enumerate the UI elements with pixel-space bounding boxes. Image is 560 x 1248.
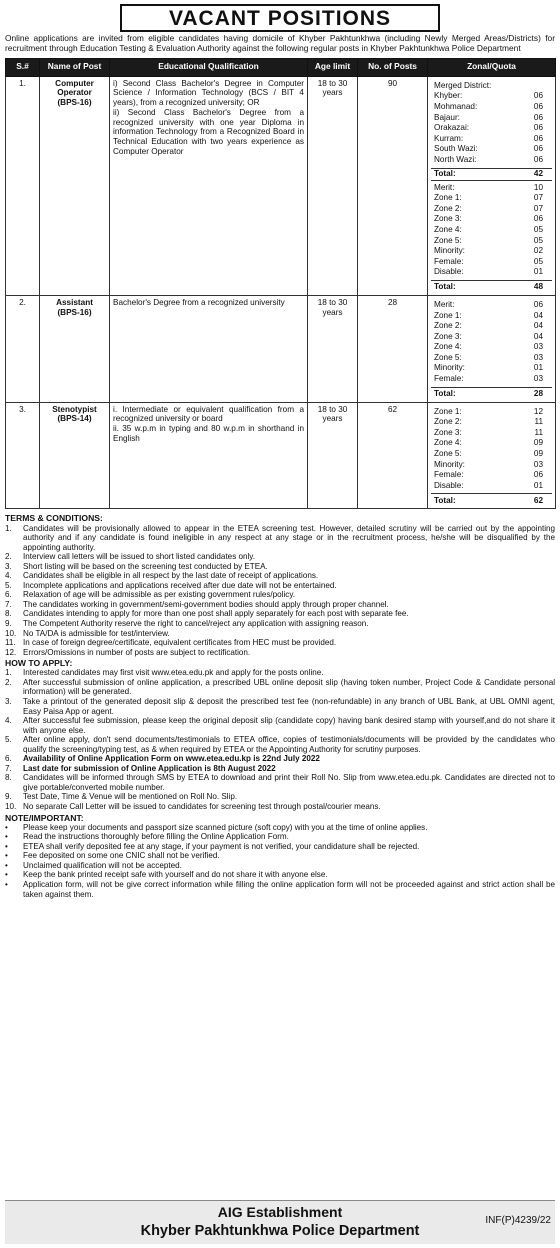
row-age: 18 to 30 years — [308, 295, 358, 402]
quota-heading: Merged District: — [434, 80, 492, 90]
header-qualification: Educational Qualification — [110, 58, 308, 76]
list-item: 7. Last date for submission of Online Application is 8th August 2022 — [5, 763, 276, 773]
quota-item: Female: 05 — [434, 256, 543, 266]
bullet-icon: • — [5, 841, 8, 851]
quota-item: Zone 5: 03 — [434, 352, 543, 362]
row-post — [40, 402, 110, 509]
row-posts: 62 — [358, 402, 428, 509]
quota-total: Total: 62 — [431, 493, 552, 506]
footer-authority: AIG Establishment — [217, 1204, 343, 1220]
quota-item: Zone 4: 09 — [434, 438, 543, 448]
list-item: 3. Short listing will be based on the screening test conducted by ETEA. — [5, 561, 268, 571]
quota-item: Kurram: 06 — [434, 133, 543, 143]
footer-department: Khyber Pakhtunkhwa Police Department — [140, 1223, 420, 1239]
post-bps: (BPS-16) — [57, 307, 92, 317]
quota-item: Merit: 10 — [434, 182, 543, 192]
post-bps: (BPS-14) — [57, 414, 92, 424]
quota-item: Minority: 02 — [434, 246, 543, 256]
header-quota: Zonal/Quota — [428, 58, 556, 76]
quota-item: Khyber: 06 — [434, 91, 543, 101]
table-row — [6, 76, 556, 295]
quota-total: Total: 42 — [431, 168, 552, 181]
row-post — [40, 295, 110, 402]
list-item: 11. In case of foreign degree/certificate, equivalent certificates from HEC must be provided. — [5, 638, 337, 648]
header-age: Age limit — [308, 58, 358, 76]
post-bps: (BPS-16) — [57, 98, 92, 108]
qualification-line: i. Intermediate or equivalent qualification from a recognized university or board — [113, 404, 304, 424]
list-item: 5. After online apply, don't send documents/testimonials to ETEA office, copies of testimonials/documents will be provided by the candidates who qualify the screening/typing test, as & when required by ETEA or the Appointing Authority for scrutiny purposes. — [5, 735, 555, 754]
footer-reference: INF(P)4239/22 — [485, 1215, 551, 1226]
list-item: 12. Errors/Omissions in number of posts are subject to rectification. — [5, 647, 251, 657]
header-posts: No. of Posts — [358, 58, 428, 76]
list-item: • Fee deposited on some one CNIC shall not be verified. — [5, 851, 220, 861]
notes-list — [5, 823, 555, 899]
bullet-icon: • — [5, 870, 8, 880]
list-item: 8. Candidates will be informed through SMS by ETEA to download and print their Roll No. Slip from www.etea.edu.pk. Candidates are directed not to give portable/converted mobile number. — [5, 773, 555, 792]
list-item: • ETEA shall verify deposited fee at any stage, if your payment is not verified, your candidature shall be rejected. — [5, 841, 420, 851]
list-item: 9. The Competent Authority reserve the right to cancel/reject any application with assigning reason. — [5, 619, 369, 629]
list-item: 6. Relaxation of age will be admissible as per existing government rules/policy. — [5, 590, 296, 600]
quota-item: Zone 1: 07 — [434, 193, 543, 203]
quota-item: Zone 2: 04 — [434, 321, 543, 331]
quota-item: Female: 03 — [434, 374, 543, 384]
list-item: 6. Availability of Online Application Form on www.etea.edu.kp is 22nd July 2022 — [5, 754, 320, 764]
row-sno: 3. — [6, 402, 40, 509]
terms-heading: TERMS & CONDITIONS: — [5, 513, 103, 524]
row-qualification — [110, 76, 308, 295]
post-title: Stenotypist — [52, 404, 97, 414]
quota-item: Zone 3: 06 — [434, 214, 543, 224]
howto-heading: HOW TO APPLY: — [5, 658, 73, 669]
quota-item: Minority: 01 — [434, 363, 543, 373]
quota-total: Total: 28 — [431, 387, 552, 400]
post-title: Computer Operator — [55, 78, 94, 98]
quota-item: Zone 4: 05 — [434, 224, 543, 234]
list-item: 1. Candidates will be provisionally allowed to appear in the ETEA screening test. However, detailed scrutiny will be carried out by the appointing authority and if any candidate is found ineligible in any respect at any stage or in the recruitment process, he/she will be disqualified by the appointing authority. — [5, 523, 555, 552]
row-posts: 28 — [358, 295, 428, 402]
quota-item: Zone 1: 04 — [434, 310, 543, 320]
list-item: • Please keep your documents and passport size scanned picture (soft copy) with you at the time of online applies. — [5, 822, 428, 832]
qualification-line: ii. 35 w.p.m in typing and 80 w.p.m in shorthand in English — [113, 424, 304, 443]
header-post: Name of Post — [40, 58, 110, 76]
list-item: 10. No TA/DA is admissible for test/interview. — [5, 628, 170, 638]
bullet-icon: • — [5, 822, 8, 832]
post-title: Assistant — [56, 297, 93, 307]
quota-item: Minority: 03 — [434, 459, 543, 469]
row-quota — [428, 76, 556, 295]
row-age: 18 to 30 years — [308, 76, 358, 295]
bullet-icon: • — [5, 851, 8, 861]
quota-item: Merit: 06 — [434, 299, 543, 309]
list-item: 4. After successful fee submission, please keep the original deposit slip (candidate copy) having bank desired stamp with yourself,and do not share it with anyone else. — [5, 716, 555, 735]
list-item: • Application form, will not be give correct information while filling the online application form will not be proceeded against and strict action shall be taken against them. — [5, 879, 555, 899]
positions-table — [5, 58, 556, 510]
bullet-icon: • — [5, 832, 8, 842]
qualification-line: i) Second Class Bachelor's Degree in Computer Science / Information Technology (BCS / BIT 4 years), from a recognized university; OR — [113, 78, 304, 108]
qualification-line: ii) Second Class Bachelor's Degree from a recognized university with one year Diploma in information Technology from a Recognized Board in Technical Education with two years experience as Computer Operator — [113, 107, 304, 156]
table-header-row — [6, 58, 556, 76]
page-title: VACANT POSITIONS — [120, 4, 440, 32]
row-post — [40, 76, 110, 295]
header-sno: S.# — [6, 58, 40, 76]
table-row — [6, 402, 556, 509]
quota-item: Zone 4: 03 — [434, 342, 543, 352]
row-posts: 90 — [358, 76, 428, 295]
list-item: • Keep the bank printed receipt safe with yourself and do not share it with anyone else. — [5, 870, 328, 880]
list-item: 1. Interested candidates may first visit www.etea.edu.pk and apply for the posts online. — [5, 668, 324, 678]
row-age: 18 to 30 years — [308, 402, 358, 509]
table-row — [6, 295, 556, 402]
quota-item: Disable: 01 — [434, 480, 543, 490]
row-qualification — [110, 295, 308, 402]
list-item: 8. Candidates intending to apply for more than one post shall apply separately for each post with separate fee. — [5, 609, 409, 619]
quota-item: Mohmanad: 06 — [434, 102, 543, 111]
quota-item: Female: 06 — [434, 470, 543, 480]
bullet-icon: • — [5, 879, 8, 889]
row-sno: 2. — [6, 295, 40, 402]
row-quota — [428, 295, 556, 402]
quota-item: South Wazi: 06 — [434, 144, 543, 154]
quota-item: North Wazi: 06 — [434, 154, 543, 164]
list-item: • Unclaimed qualification will not be accepted. — [5, 860, 182, 870]
quota-item: Zone 3: 04 — [434, 331, 543, 341]
quota-total: Total: 48 — [431, 280, 552, 293]
quota-item: Orakazai: 06 — [434, 123, 543, 133]
row-sno: 1. — [6, 76, 40, 295]
quota-item: Zone 2: 11 — [434, 417, 543, 427]
row-quota — [428, 402, 556, 509]
list-item: 2. After successful submission of online application, a prescribed UBL online deposit slip (having token number, Project Code & Candidate personal information) will be generated. — [5, 677, 555, 697]
bullet-icon: • — [5, 860, 8, 870]
quota-item: Zone 2: 07 — [434, 203, 543, 213]
quota-item: Zone 1: 12 — [434, 406, 543, 416]
list-item: 4. Candidates shall be eligible in all respect by the last date of receipt of applications. — [5, 571, 319, 581]
list-item: 10. No separate Call Letter will be issued to candidates for screening test through postal/courier means. — [5, 802, 381, 811]
notes-heading: NOTE/IMPORTANT: — [5, 812, 84, 823]
quota-item: Zone 3: 11 — [434, 427, 543, 437]
qualification-line: Bachelor's Degree from a recognized university — [113, 297, 285, 307]
howto-list — [5, 668, 555, 811]
list-item: 7. The candidates working in government/semi-government bodies should apply through proper channel. — [5, 599, 389, 609]
list-item: 2. Interview call letters will be issued to short listed candidates only. — [5, 552, 255, 562]
row-qualification — [110, 402, 308, 509]
footer — [5, 1200, 555, 1244]
list-item: 9. Test Date, Time & Venue will be mentioned on Roll No. Slip. — [5, 792, 238, 802]
list-item: 3. Take a printout of the generated deposit slip & deposit the prescribed test fee (non-refundable) in any branch of UBL Bank, at UBL OMNI agent, Easy Paisa App or agent. — [5, 696, 555, 716]
intro-paragraph: Online applications are invited from eligible candidates having domicile of Khyber Pakhtunkhwa (including Newly Merged Areas/Districts) for recruitment through Education Testing & Evaluation Authority against the following regular posts in Khyber Pakhtunkhwa Police Department — [5, 33, 555, 53]
list-item: • Read the instructions thoroughly before filling the Online Application Form. — [5, 832, 289, 842]
terms-list — [5, 524, 555, 658]
list-item: 5. Incomplete applications and applications received after due date will not be entertained. — [5, 580, 337, 590]
quota-item: Disable: 01 — [434, 267, 543, 277]
quota-item: Zone 5: 05 — [434, 235, 543, 245]
quota-item: Bajaur: 06 — [434, 112, 543, 122]
quota-item: Zone 5: 09 — [434, 449, 543, 459]
